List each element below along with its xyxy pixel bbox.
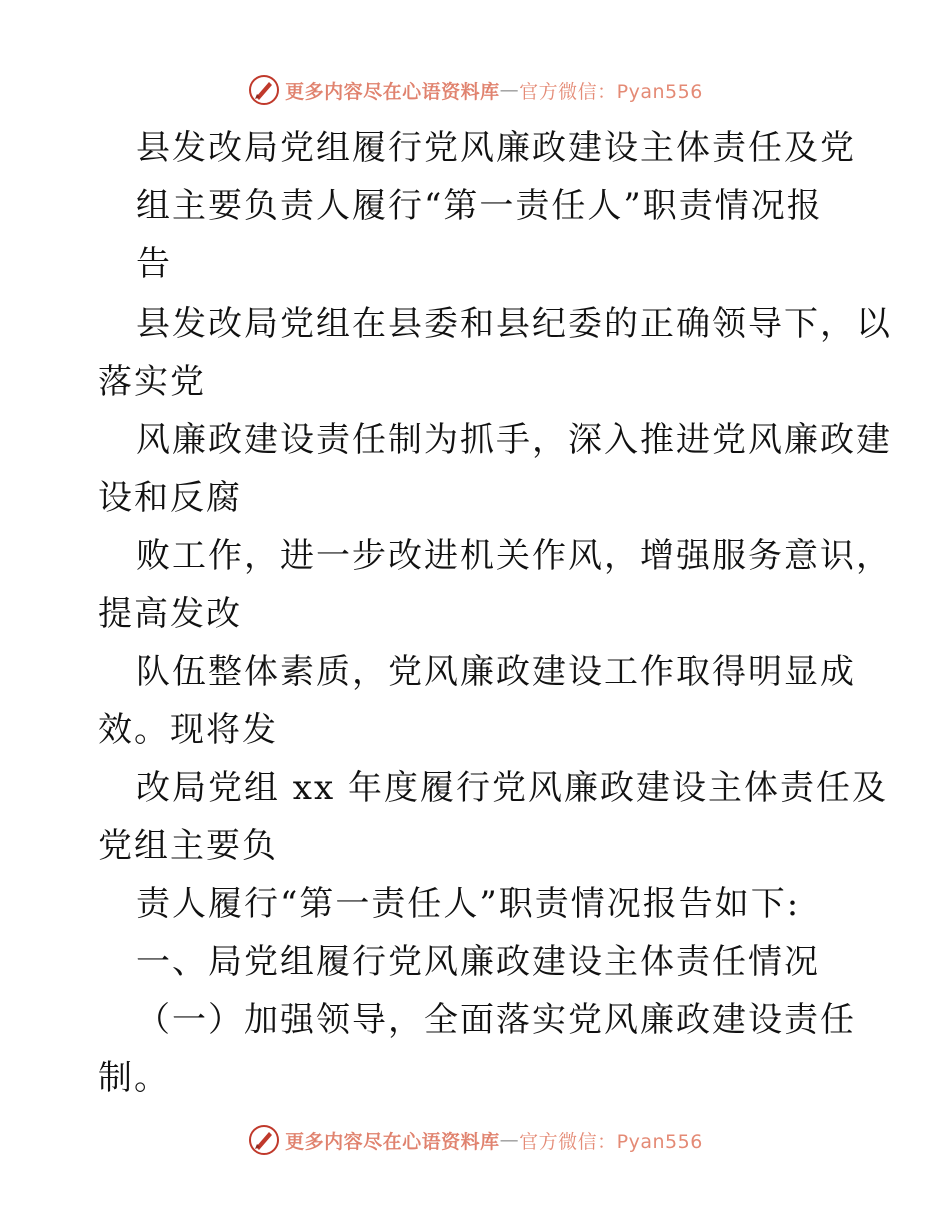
footer-watermark xyxy=(0,1120,950,1160)
pen-logo-icon xyxy=(247,1123,281,1157)
watermark-contact: 官方微信：Pyan556 xyxy=(519,1130,703,1153)
paragraph-line: 提高发改 xyxy=(98,594,242,634)
paragraph-line: 设和反腐 xyxy=(98,478,242,518)
document-title-line: 告 xyxy=(136,244,172,284)
paragraph-line: 县发改局党组在县委和县纪委的正确领导下，以 xyxy=(136,304,892,344)
header-watermark xyxy=(0,70,950,110)
paragraph-line: 党组主要负 xyxy=(98,826,278,866)
paragraph-line: 改局党组 xx 年度履行党风廉政建设主体责任及 xyxy=(136,768,888,808)
paragraph-line: 落实党 xyxy=(98,362,206,402)
pen-logo-icon xyxy=(247,73,281,107)
document-title-line: 县发改局党组履行党风廉政建设主体责任及党 xyxy=(136,128,856,168)
paragraph-line: 制。 xyxy=(98,1058,170,1098)
watermark-dash: — xyxy=(499,79,520,101)
watermark-dash: — xyxy=(499,1129,520,1151)
paragraph-line: 败工作，进一步改进机关作风，增强服务意识， xyxy=(136,536,892,576)
paragraph-line: 效。现将发 xyxy=(98,710,278,750)
paragraph-line: 责人履行“第一责任人”职责情况报告如下: xyxy=(136,884,801,924)
watermark-brand: 更多内容尽在心语资料库 xyxy=(285,80,500,103)
paragraph-line: 队伍整体素质，党风廉政建设工作取得明显成 xyxy=(136,652,856,692)
paragraph-line: 风廉政建设责任制为抓手，深入推进党风廉政建 xyxy=(136,420,892,460)
watermark-brand: 更多内容尽在心语资料库 xyxy=(285,1130,500,1153)
document-title-line: 组主要负责人履行“第一责任人”职责情况报 xyxy=(136,186,823,226)
watermark-contact: 官方微信：Pyan556 xyxy=(519,80,703,103)
subsection-heading: （一）加强领导，全面落实党风廉政建设责任 xyxy=(136,1000,856,1040)
section-heading: 一、局党组履行党风廉政建设主体责任情况 xyxy=(136,942,820,982)
